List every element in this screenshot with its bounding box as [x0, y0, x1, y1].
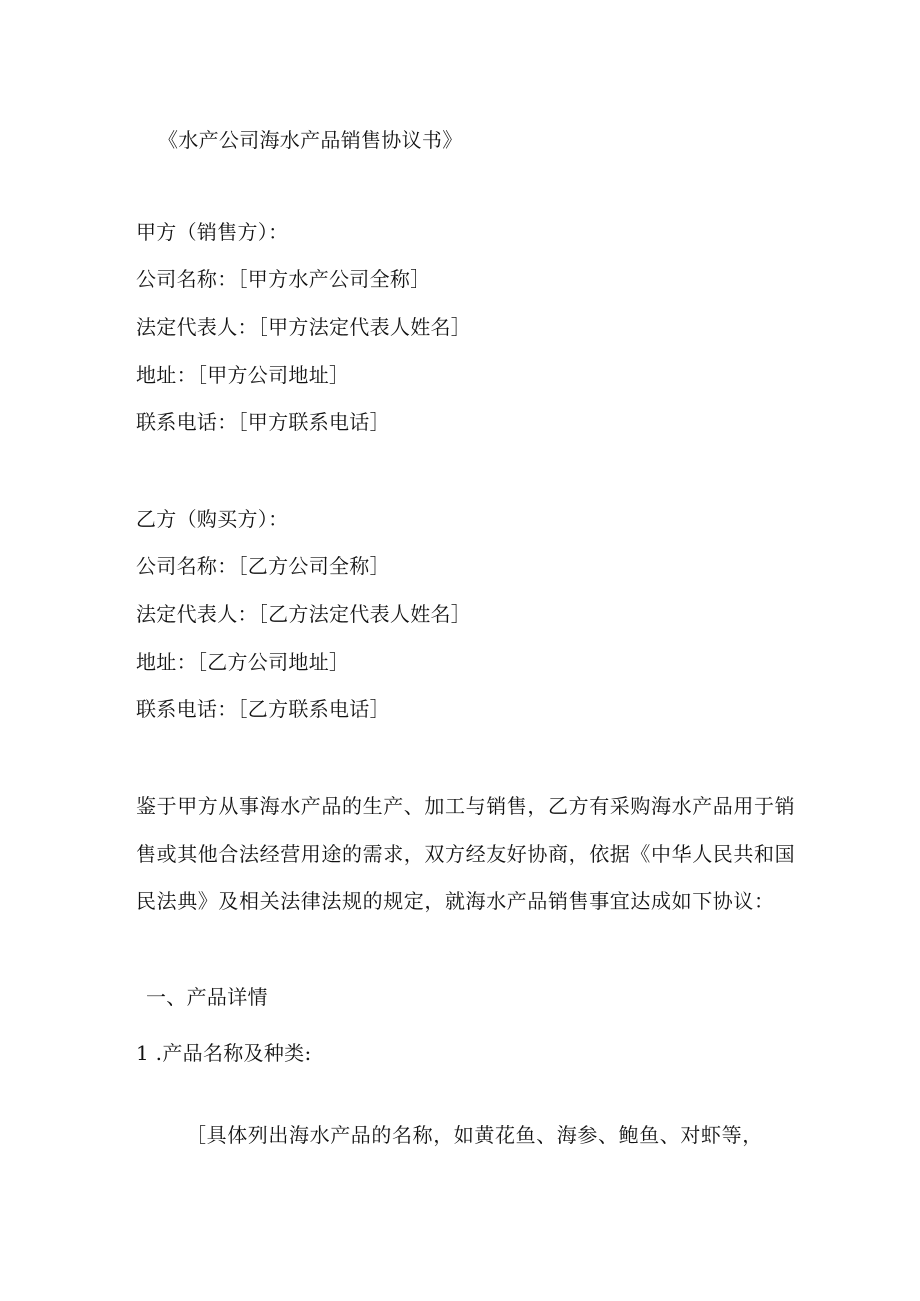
party-b-phone: 联系电话：［乙方联系电话］ — [136, 697, 390, 721]
item-heading: 1 .产品名称及种类: — [136, 1041, 312, 1065]
document-title: 《水产公司海水产品销售协议书》 — [158, 128, 463, 152]
preamble-line-1: 鉴于甲方从事海水产品的生产、加工与销售，乙方有采购海水产品用于销 — [136, 794, 796, 818]
party-b-representative: 法定代表人：［乙方法定代表人姓名］ — [136, 602, 472, 626]
section-heading: 一、产品详情 — [146, 985, 268, 1009]
party-a-heading: 甲方（销售方）： — [136, 220, 289, 244]
party-b-address: 地址：［乙方公司地址］ — [136, 650, 350, 674]
party-a-representative: 法定代表人：［甲方法定代表人姓名］ — [136, 315, 472, 339]
preamble-line-3: 民法典》及相关法律法规的规定，就海水产品销售事宜达成如下协议： — [136, 889, 775, 913]
party-b-company: 公司名称：［乙方公司全称］ — [136, 554, 390, 578]
party-a-company: 公司名称：［甲方水产公司全称］ — [136, 267, 431, 291]
party-a-address: 地址：［甲方公司地址］ — [136, 363, 350, 387]
preamble-line-2: 售或其他合法经营用途的需求，双方经友好协商，依据《中华人民共和国 — [136, 842, 796, 866]
item-detail: ［具体列出海水产品的名称，如黄花鱼、海参、鲍鱼、对虾等， — [186, 1123, 763, 1147]
party-a-phone: 联系电话：［甲方联系电话］ — [136, 410, 390, 434]
party-b-heading: 乙方（购买方）： — [136, 507, 289, 531]
